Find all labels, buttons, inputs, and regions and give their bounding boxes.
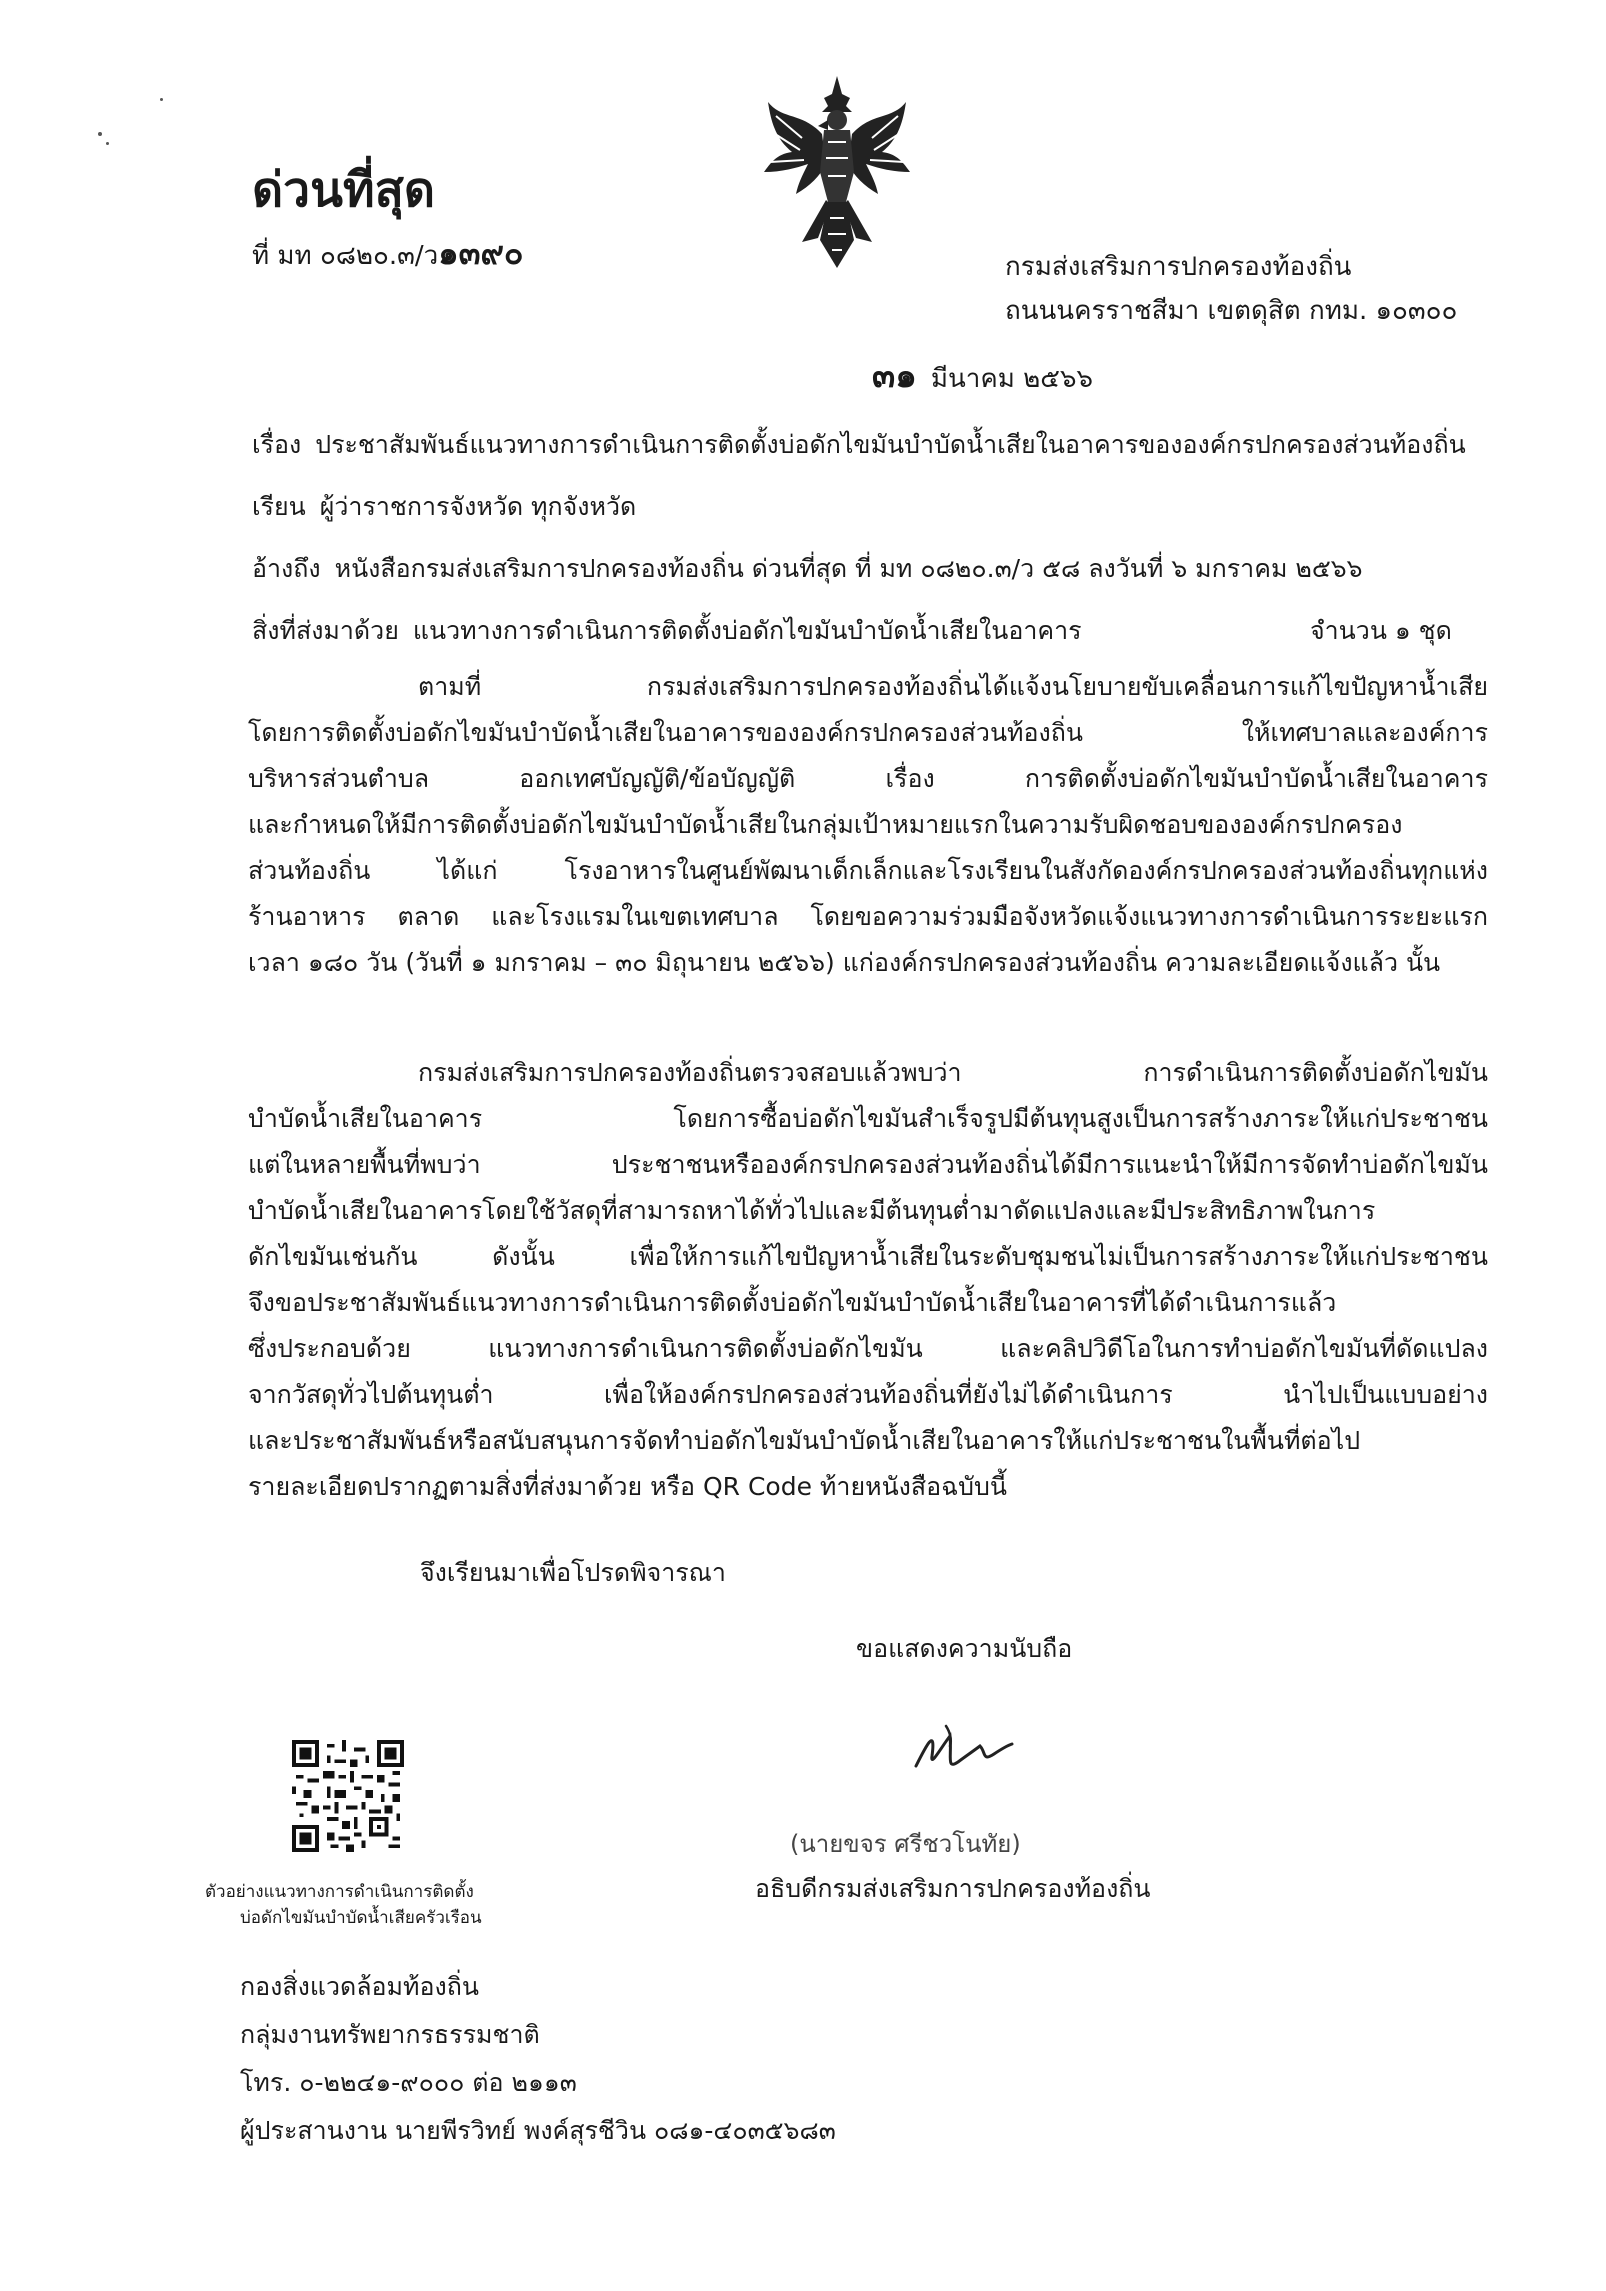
contact-office: กองสิ่งแวดล้อมท้องถิ่น	[240, 1972, 479, 2001]
paragraph-line: และกำหนดให้มีการติดตั้งบ่อดักไขมันบำบัดน้ำเสียในกลุ่มเป้าหมายแรกในความรับผิดชอบขององค์กรปกครอง	[248, 810, 1403, 839]
subject-text: ประชาสัมพันธ์แนวทางการดำเนินการติดตั้งบ่อดักไขมันบำบัดน้ำเสียในอาคารขององค์กรปกครองส่วนท้องถิ่น	[315, 430, 1466, 459]
paragraph-line: ส่วนท้องถิ่น ได้แก่ โรงอาหารในศูนย์พัฒนาเด็กเล็กและโรงเรียนในสังกัดองค์กรปกครองส่วนท้องถิ่นทุกแห่ง	[248, 856, 1488, 885]
contact-group: กลุ่มงานทรัพยากรธรรมชาติ	[240, 2020, 540, 2049]
paragraph-line: แต่ในหลายพื้นที่พบว่า ประชาชนหรือองค์กรปกครองส่วนท้องถิ่นได้มีการแนะนำให้มีการจัดทำบ่อดักไขมัน	[248, 1150, 1488, 1179]
closing-request: จึงเรียนมาเพื่อโปรดพิจารณา	[420, 1558, 726, 1587]
garuda-emblem-icon	[762, 72, 912, 272]
body-paragraph-2	[248, 1050, 1488, 1510]
qr-code-icon[interactable]	[292, 1740, 404, 1852]
paragraph-line: จึงขอประชาสัมพันธ์แนวทางการดำเนินการติดตั้งบ่อดักไขมันบำบัดน้ำเสียในอาคารที่ได้ดำเนินการแล้ว	[248, 1288, 1337, 1317]
reference-label: อ้างถึง	[252, 554, 321, 583]
recipient-label: เรียน	[252, 492, 306, 521]
scan-speck	[106, 142, 109, 145]
paragraph-line: รายละเอียดปรากฏตามสิ่งที่ส่งมาด้วย หรือ QR Code ท้ายหนังสือฉบับนี้	[248, 1472, 1007, 1501]
document-date	[872, 356, 1093, 399]
body-paragraph-1	[248, 664, 1488, 986]
date-month-year: มีนาคม ๒๕๖๖	[930, 364, 1093, 394]
scan-speck	[98, 132, 102, 136]
recipient-text: ผู้ว่าราชการจังหวัด ทุกจังหวัด	[319, 492, 637, 521]
date-day-handwritten: ๓๑	[872, 356, 917, 396]
handwritten-signature-icon	[906, 1706, 1016, 1786]
department-name: กรมส่งเสริมการปกครองท้องถิ่น	[1005, 252, 1352, 282]
enclosure-label: สิ่งที่ส่งมาด้วย	[252, 616, 399, 645]
signer-name: (นายขจร ศรีชวโนทัย)	[790, 1830, 1021, 1858]
qr-caption-line: ตัวอย่างแนวทางการดำเนินการติดตั้ง	[205, 1882, 474, 1902]
paragraph-line: เวลา ๑๘๐ วัน (วันที่ ๑ มกราคม – ๓๐ มิถุนายน ๒๕๖๖) แก่องค์กรปกครองส่วนท้องถิ่น ความละเอียดแจ้งแล้ว นั้น	[248, 948, 1441, 977]
paragraph-line: บำบัดน้ำเสียในอาคารโดยใช้วัสดุที่สามารถหาได้ทั่วไปและมีต้นทุนต่ำมาดัดแปลงและมีประสิทธิภาพในการ	[248, 1196, 1376, 1225]
recipient-line	[252, 490, 636, 524]
contact-phone: โทร. ๐-๒๒๔๑-๙๐๐๐ ต่อ ๒๑๑๓	[240, 2068, 577, 2097]
subject-label: เรื่อง	[252, 430, 302, 459]
document-number	[252, 236, 523, 273]
qr-caption-line: บ่อดักไขมันบำบัดน้ำเสียครัวเรือน	[240, 1908, 482, 1928]
paragraph-line: ซึ่งประกอบด้วย แนวทางการดำเนินการติดตั้งบ่อดักไขมัน และคลิปวิดีโอในการทำบ่อดักไขมันที่ดัดแปลง	[248, 1334, 1488, 1363]
signer-title: อธิบดีกรมส่งเสริมการปกครองท้องถิ่น	[755, 1874, 1151, 1903]
paragraph-line: จากวัสดุทั่วไปต้นทุนต่ำ เพื่อให้องค์กรปกครองส่วนท้องถิ่นที่ยังไม่ได้ดำเนินการ นำไปเป็นแบบอย่าง	[248, 1380, 1488, 1409]
paragraph-line: ตามที่ กรมส่งเสริมการปกครองท้องถิ่นได้แจ้งนโยบายขับเคลื่อนการแก้ไขปัญหาน้ำเสีย	[418, 672, 1488, 701]
paragraph-line: ดักไขมันเช่นกัน ดังนั้น เพื่อให้การแก้ไขปัญหาน้ำเสียในระดับชุมชนไม่เป็นการสร้างภาระให้แก่ประชาชน	[248, 1242, 1488, 1271]
subject-line	[252, 428, 1466, 462]
reference-line	[252, 552, 1363, 586]
paragraph-line: กรมส่งเสริมการปกครองท้องถิ่นตรวจสอบแล้วพบว่า การดำเนินการติดตั้งบ่อดักไขมัน	[418, 1058, 1488, 1087]
enclosure-count: จำนวน ๑ ชุด	[1310, 616, 1452, 645]
document-number-prefix: ที่ มท ๐๘๒๐.๓/ว	[252, 241, 439, 271]
paragraph-line: บริหารส่วนตำบล ออกเทศบัญญัติ/ข้อบัญญัติ เรื่อง การติดตั้งบ่อดักไขมันบำบัดน้ำเสียในอาคาร	[248, 764, 1488, 793]
enclosure-line	[252, 614, 1082, 648]
enclosure-text: แนวทางการดำเนินการติดตั้งบ่อดักไขมันบำบัดน้ำเสียในอาคาร	[412, 616, 1082, 645]
document-number-handwritten: ๑๓๙๐	[438, 234, 524, 272]
paragraph-line: โดยการติดตั้งบ่อดักไขมันบำบัดน้ำเสียในอาคารขององค์กรปกครองส่วนท้องถิ่น ให้เทศบาลและองค์การ	[248, 718, 1488, 747]
contact-coordinator: ผู้ประสานงาน นายพีรวิทย์ พงค์สุรชีวิน ๐๘๑-๔๐๓๕๖๘๓	[240, 2116, 836, 2145]
department-address: ถนนนครราชสีมา เขตดุสิต กทม. ๑๐๓๐๐	[1005, 296, 1458, 326]
reference-text: หนังสือกรมส่งเสริมการปกครองท้องถิ่น ด่วนที่สุด ที่ มท ๐๘๒๐.๓/ว ๕๘ ลงวันที่ ๖ มกราคม ๒๕๖๖	[334, 554, 1363, 583]
scan-speck	[160, 98, 163, 101]
urgency-label: ด่วนที่สุด	[252, 162, 436, 218]
paragraph-line: และประชาสัมพันธ์หรือสนับสนุนการจัดทำบ่อดักไขมันบำบัดน้ำเสียในอาคารให้แก่ประชาชนในพื้นที่ต่อไป	[248, 1426, 1361, 1455]
paragraph-line: ร้านอาหาร ตลาด และโรงแรมในเขตเทศบาล โดยขอความร่วมมือจังหวัดแจ้งแนวทางการดำเนินการระยะแรก	[248, 902, 1488, 931]
paragraph-line: บำบัดน้ำเสียในอาคาร โดยการซื้อบ่อดักไขมันสำเร็จรูปมีต้นทุนสูงเป็นการสร้างภาระให้แก่ประชาชน	[248, 1104, 1488, 1133]
closing-salutation: ขอแสดงความนับถือ	[856, 1634, 1073, 1663]
